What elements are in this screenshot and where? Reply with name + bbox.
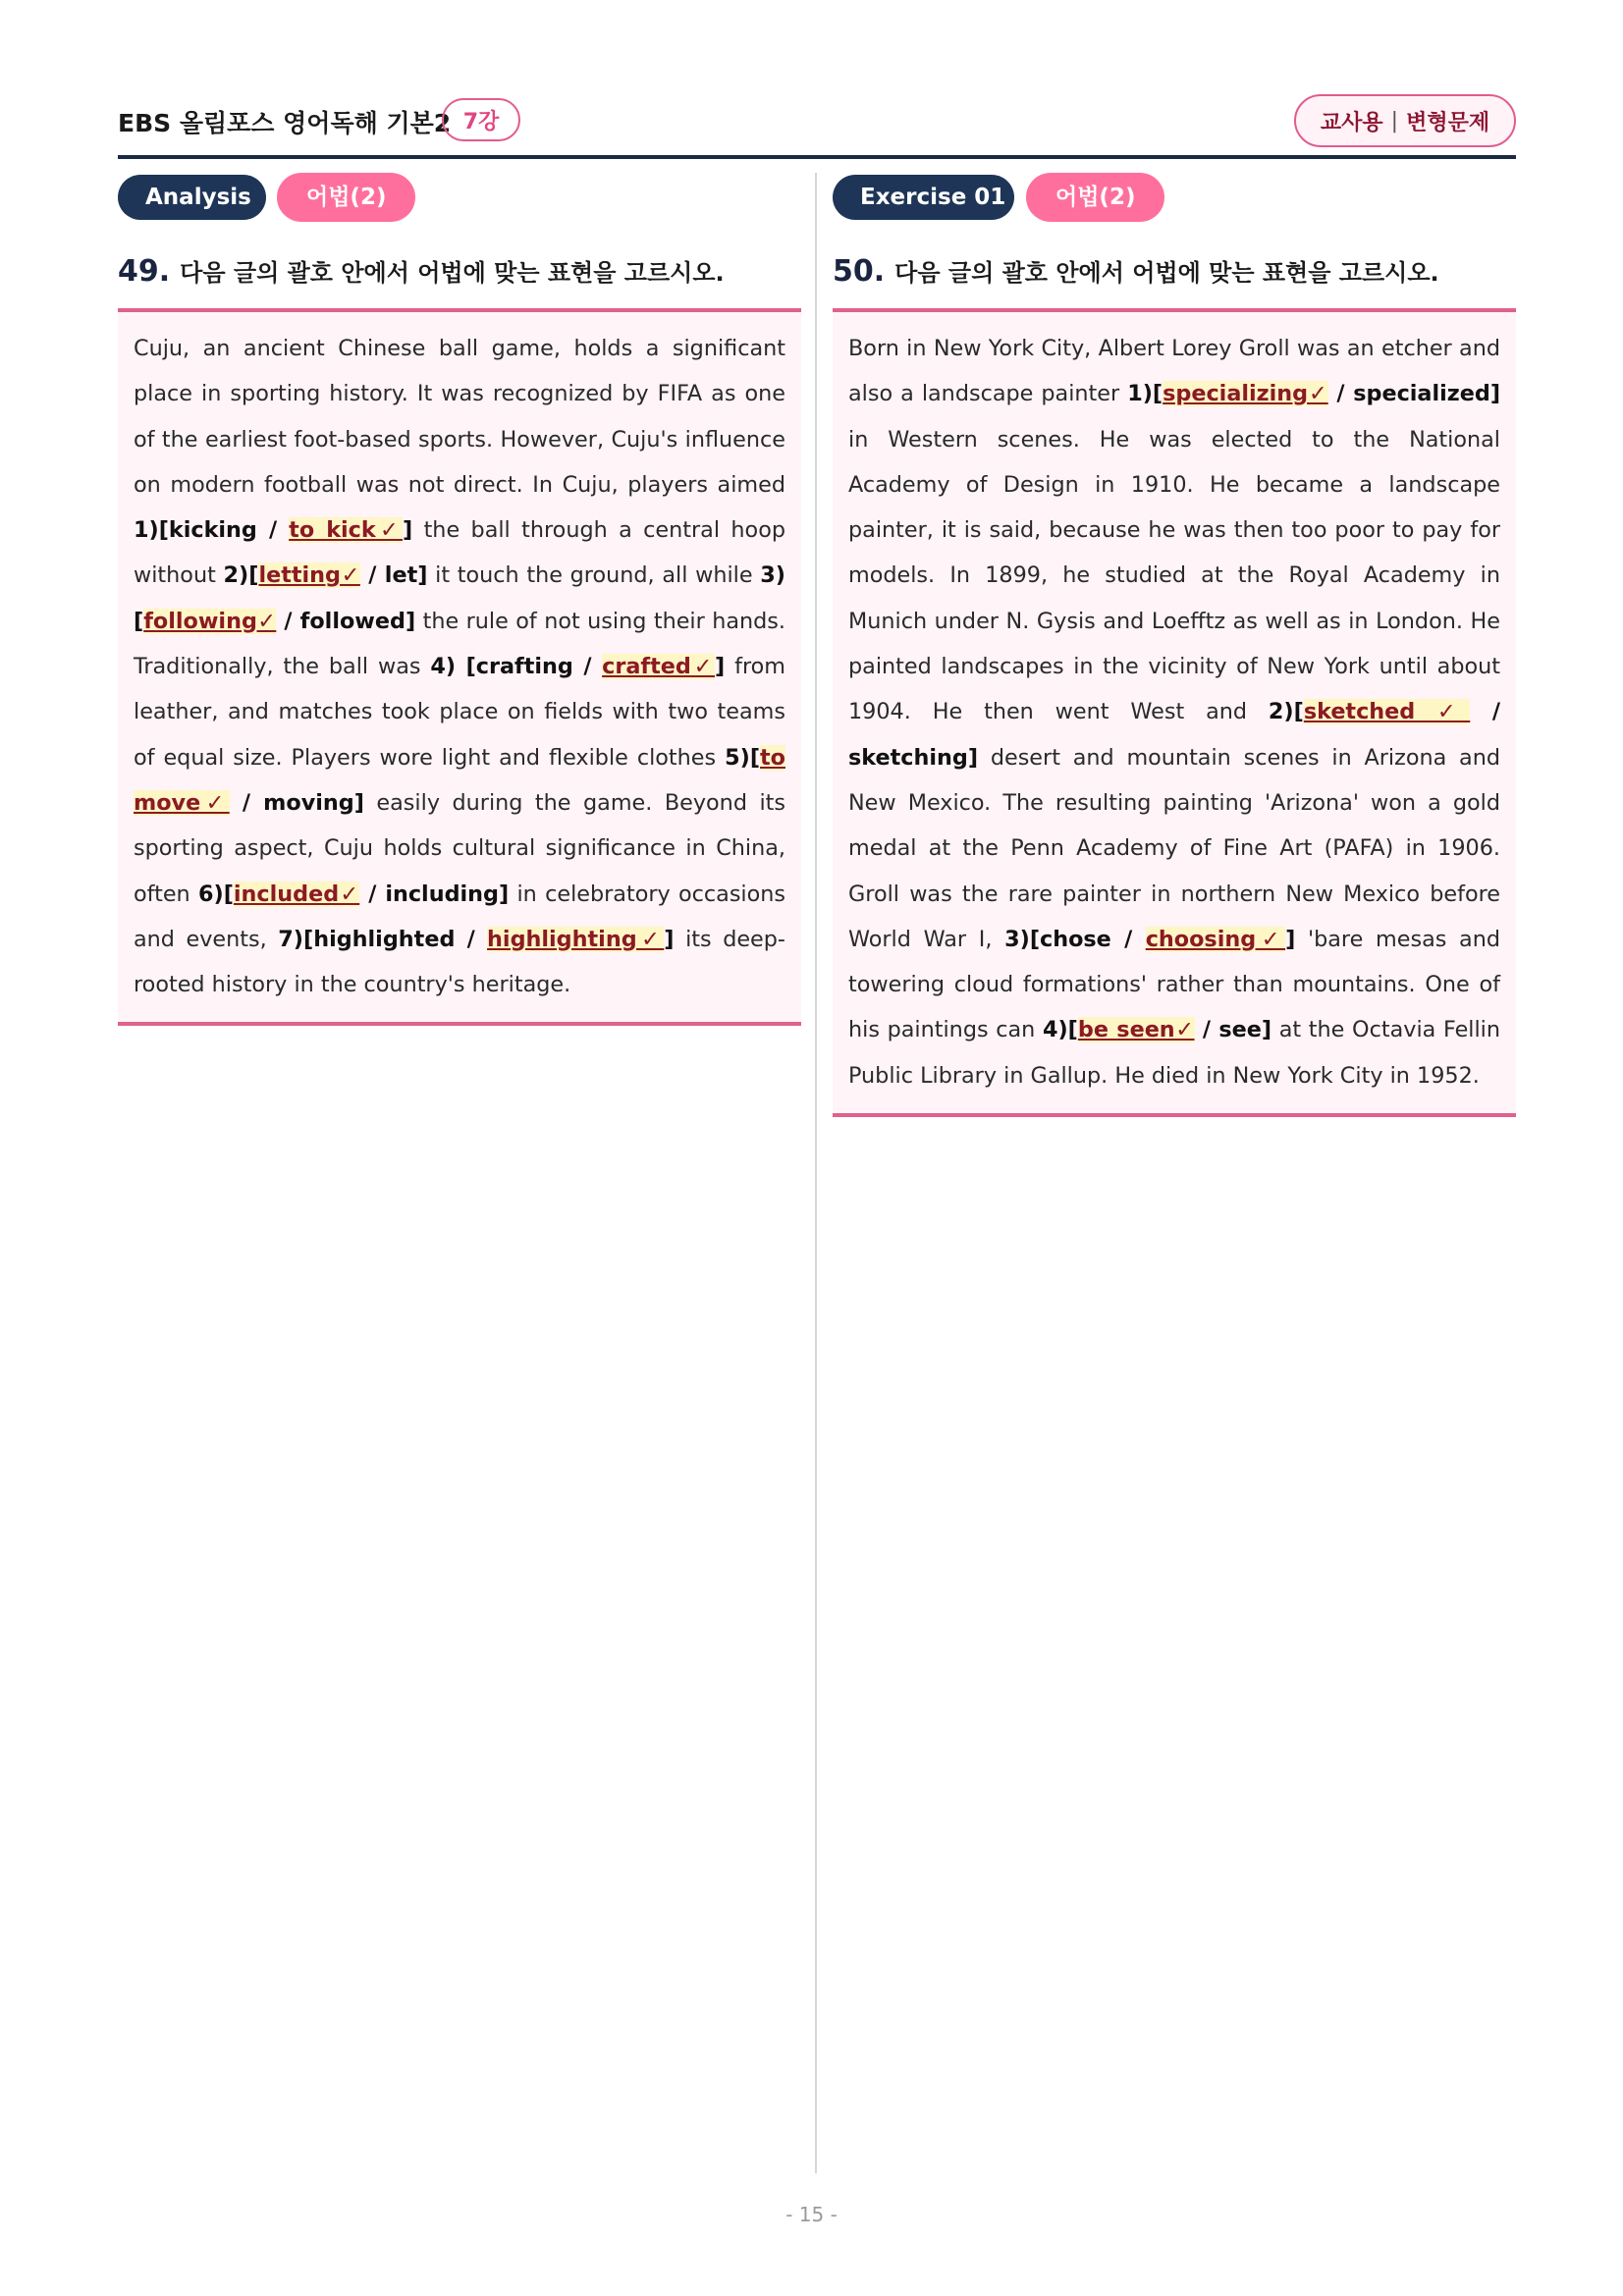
passage-text: in celebratory occasions and events,: [134, 881, 786, 952]
answer-highlight: to move✓: [134, 744, 785, 816]
question-title: [833, 253, 1516, 293]
left-column: [118, 173, 801, 1026]
section-tags: [118, 173, 801, 222]
answer-highlight: be seen✓: [1077, 1017, 1195, 1043]
passage-text: at the Octavia Fellin Public Library in Gallup. He died in New York City in 1952.: [848, 1017, 1500, 1089]
answer-highlight: included✓: [233, 881, 360, 907]
answer-highlight: sketched ✓: [1303, 699, 1471, 725]
answer-highlight: crafted✓: [602, 654, 716, 680]
passage-text: it touch the ground, all while: [427, 562, 761, 589]
badge-separator: |: [1390, 108, 1399, 133]
bracket-marker: 1)[kicking /: [134, 517, 290, 544]
passage-text: easily during the game. Beyond its sporting aspect, Cuju holds cultural significance in China, often: [134, 789, 786, 907]
bracket-marker: / followed]: [276, 608, 416, 634]
passage-box: [118, 308, 801, 1026]
answer-highlight: to kick✓: [289, 517, 403, 544]
passage-box: [833, 308, 1516, 1117]
answer-highlight: highlighting✓: [487, 926, 665, 952]
answer-highlight: specializing✓: [1163, 381, 1328, 407]
passage-text: its deep-rooted history in the country's heritage.: [134, 926, 785, 998]
section-tag: Analysis: [118, 175, 266, 220]
bracket-marker: ]: [664, 926, 675, 952]
passage-text: in Western scenes. He was elected to the National Academy of Design in 1910. He became a landscape painter, it is said, because he was then too poor to pay for models. In 1899, he studied at the Royal Academy in Munich under N. Gysis and Loefftz as well as in London. He painted landscapes in the vicinity of New York until about 1904. He then went West and: [848, 426, 1500, 725]
passage-text: the rule of not using their hands. Traditionally, the ball was: [134, 608, 786, 680]
bracket-marker: 2)[: [223, 562, 259, 589]
right-column: [833, 173, 1516, 1117]
bracket-marker: ]: [715, 654, 726, 680]
bracket-marker: 2)[: [1268, 699, 1304, 725]
bracket-marker: / sketching]: [848, 699, 1500, 771]
bracket-marker: 5)[: [725, 744, 761, 771]
passage-text: Cuju, an ancient Chinese ball game, holds a significant place in sporting history. It was recognized by FIFA as one of the earliest foot-based sports. However, Cuju's influence on modern football was not direct. In Cuju, players aimed: [134, 336, 785, 498]
topic-tag: 어법(2): [1026, 173, 1164, 222]
answer-highlight: choosing✓: [1145, 926, 1286, 952]
bracket-marker: ]: [402, 517, 413, 544]
bracket-marker: ]: [1285, 926, 1296, 952]
section-tag: Exercise 01: [833, 175, 1014, 220]
bracket-marker: / including]: [359, 881, 510, 907]
role-label: 교사용: [1320, 110, 1383, 135]
question-number: 49.: [118, 254, 171, 289]
question-number: 50.: [833, 254, 886, 289]
type-label: 변형문제: [1406, 110, 1490, 135]
bracket-marker: 7)[highlighted /: [278, 926, 488, 952]
question-title: [118, 253, 801, 293]
page-header: [118, 90, 1516, 159]
page-number: - 15 -: [785, 2203, 838, 2226]
section-tags: [833, 173, 1516, 222]
bracket-marker: / see]: [1194, 1017, 1272, 1043]
topic-tag: 어법(2): [277, 173, 415, 222]
bracket-marker: 4) [crafting /: [430, 654, 603, 680]
question-text: 다음 글의 괄호 안에서 어법에 맞는 표현을 고르시오.: [894, 259, 1439, 287]
header-rule: [118, 155, 1516, 159]
column-divider: [815, 173, 817, 2173]
bracket-marker: / moving]: [229, 789, 364, 816]
bracket-marker: 6)[: [197, 881, 234, 907]
passage-text: desert and mountain scenes in Arizona and New Mexico. The resulting painting 'Arizona' won a gold medal at the Penn Academy of Fine Art (PAFA) in 1906. Groll was the rare painter in northern New Mexico before World War I,: [848, 744, 1500, 952]
bracket-marker: 4)[: [1042, 1017, 1078, 1043]
document-title: EBS 올림포스 영어독해 기본2: [118, 109, 452, 137]
bracket-marker: 3)[chose /: [1004, 926, 1146, 952]
answer-highlight: letting✓: [258, 562, 360, 589]
teacher-badge: [1294, 94, 1516, 147]
bracket-marker: / specialized]: [1327, 381, 1501, 407]
question-text: 다음 글의 괄호 안에서 어법에 맞는 표현을 고르시오.: [180, 259, 725, 287]
passage-text: Born in New York City, Albert Lorey Groll was an etcher and also a landscape painter: [848, 336, 1500, 407]
answer-highlight: following✓: [143, 608, 277, 634]
passage-text: from leather, and matches took place on fields with two teams of equal size. Players wore light and flexible clothes: [134, 654, 786, 771]
lesson-badge: 7강: [442, 98, 520, 141]
bracket-marker: / let]: [359, 562, 428, 589]
passage-text: 'bare mesas and towering cloud formations' rather than mountains. One of his paintings can: [848, 926, 1500, 1043]
bracket-marker: 3)[: [134, 562, 785, 634]
passage-text: the ball through a central hoop without: [134, 517, 785, 589]
bracket-marker: 1)[: [1127, 381, 1163, 407]
